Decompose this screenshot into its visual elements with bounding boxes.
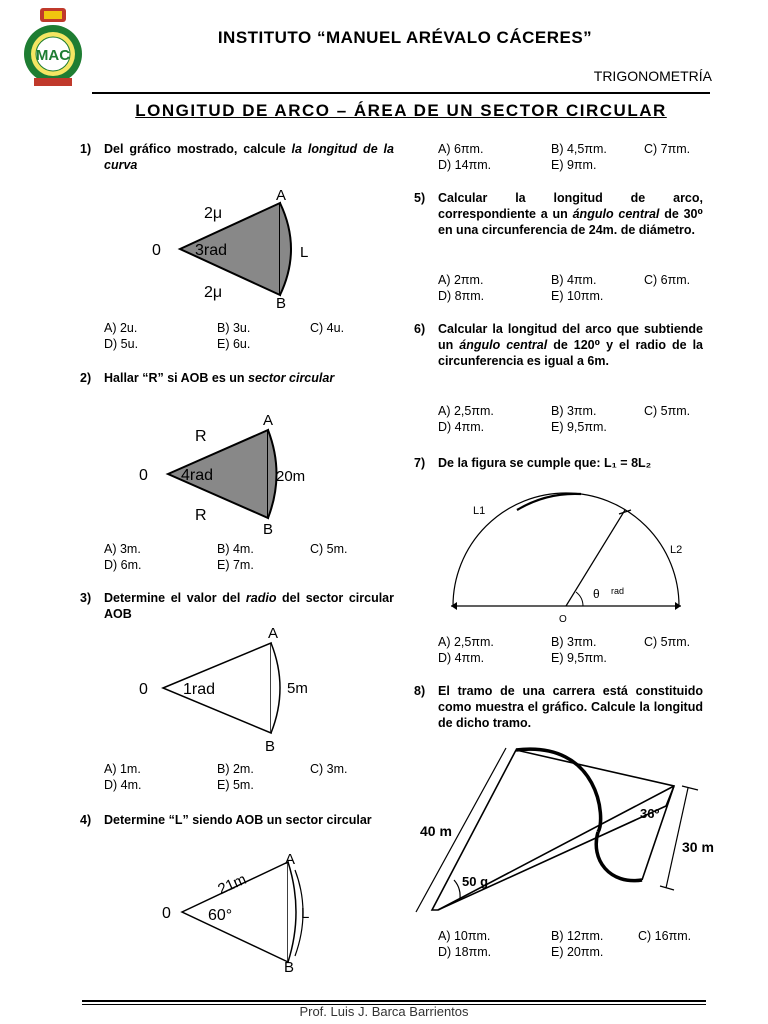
point-b-label: B — [284, 959, 295, 976]
figure-q7-semicircle — [435, 480, 705, 628]
point-a-label: A — [263, 412, 274, 429]
option-d[interactable]: D) 6m. — [104, 558, 142, 572]
radius-bottom-label: 2μ — [204, 284, 223, 301]
option-c[interactable]: C) 5πm. — [644, 404, 691, 418]
side-40m-label: 40 m — [420, 823, 452, 839]
option-b[interactable]: B) 2m. — [217, 762, 254, 776]
option-e[interactable]: E) 20πm. — [551, 945, 604, 959]
question-number: 7) — [414, 456, 426, 470]
angle-50g-label: 50 g — [462, 874, 489, 889]
arc-l1-label: L1 — [473, 505, 486, 517]
question-text: Determine el valor del — [104, 591, 246, 605]
question-text: Hallar “R” si AOB es un — [104, 371, 249, 385]
question-number: 3) — [80, 591, 92, 605]
angle-36-label: 36º — [640, 806, 660, 821]
options-q6 — [438, 403, 728, 435]
question-number: 2) — [80, 371, 92, 385]
header-divider — [92, 92, 710, 94]
options-q8 — [438, 928, 728, 960]
option-b[interactable]: B) 4m. — [217, 542, 254, 556]
option-a[interactable]: A) 2πm. — [438, 273, 484, 287]
question-text: Calcular la longitud del arco que subtiende un — [438, 322, 703, 352]
options-q4 — [438, 141, 728, 173]
angle-label: 1rad — [183, 681, 216, 698]
angle-label: 3rad — [195, 242, 228, 259]
question-text-italic: sector circular — [248, 371, 335, 385]
question-text: Del gráfico mostrado, calcule — [104, 142, 292, 156]
angle-label: 60° — [208, 907, 233, 924]
option-e[interactable]: E) 9,5πm. — [551, 651, 607, 665]
option-c[interactable]: C) 16πm. — [638, 929, 692, 943]
options-q2 — [104, 541, 394, 573]
option-a[interactable]: A) 10πm. — [438, 929, 491, 943]
question-text: Calcular la longitud de arco, correspondiente a un — [438, 191, 703, 221]
option-c[interactable]: C) 4u. — [310, 321, 345, 335]
point-b-label: B — [276, 295, 287, 310]
radius-label: 21m — [215, 870, 249, 899]
radius-top-label: 2μ — [204, 205, 223, 222]
option-b[interactable]: B) 3πm. — [551, 404, 597, 418]
options-q7 — [438, 634, 728, 666]
option-b[interactable]: B) 3u. — [217, 321, 251, 335]
option-a[interactable]: A) 3m. — [104, 542, 141, 556]
question-number: 6) — [414, 322, 426, 336]
question-6 — [414, 321, 703, 369]
option-a[interactable]: A) 2,5πm. — [438, 635, 494, 649]
options-q5 — [438, 272, 728, 304]
question-text-italic: la longitud de la curva — [104, 142, 394, 172]
question-text: De la figura se cumple que: L₁ = 8L₂ — [438, 456, 652, 470]
institute-name: INSTITUTO “MANUEL ARÉVALO CÁCERES” — [217, 28, 593, 47]
option-d[interactable]: D) 4m. — [104, 778, 142, 792]
radius-top-label: R — [195, 428, 207, 445]
arc-length-label: L — [301, 905, 310, 922]
arc-length-label: 5m — [287, 680, 308, 697]
point-a-label: A — [285, 851, 296, 868]
option-a[interactable]: A) 1m. — [104, 762, 141, 776]
option-c[interactable]: C) 5πm. — [644, 635, 691, 649]
question-1 — [80, 141, 394, 173]
vertex-o-label: 0 — [162, 905, 171, 922]
figure-q3-sector — [135, 623, 320, 755]
point-a-label: A — [276, 187, 287, 204]
question-8 — [414, 683, 703, 731]
question-number: 8) — [414, 684, 426, 698]
option-a[interactable]: A) 2,5πm. — [438, 404, 494, 418]
question-text-italic: ángulo central — [459, 338, 548, 352]
point-a-label: A — [268, 625, 279, 642]
question-number: 4) — [80, 813, 92, 827]
option-e[interactable]: E) 6u. — [217, 337, 251, 351]
option-e[interactable]: E) 7m. — [217, 558, 254, 572]
footer-author: Prof. Luis J. Barca Barrientos — [299, 1004, 469, 1019]
option-d[interactable]: D) 5u. — [104, 337, 139, 351]
arc-l2-label: L2 — [670, 544, 683, 556]
subject-label: TRIGONOMETRÍA — [593, 68, 712, 84]
question-text: de 30⁰ en una circunferencia de 24m. de diámetro. — [438, 207, 703, 237]
question-text: El tramo de una carrera está constituido como muestra el gráfico. Calcule la longitud de dicho tramo. — [438, 684, 703, 730]
option-e[interactable]: E) 10πm. — [551, 289, 604, 303]
option-b[interactable]: B) 3πm. — [551, 635, 597, 649]
arc-length-label: L — [300, 244, 309, 261]
figure-q4-sector — [158, 848, 323, 976]
option-a[interactable]: A) 6πm. — [438, 142, 484, 156]
option-e[interactable]: E) 5m. — [217, 778, 254, 792]
question-5 — [414, 190, 703, 238]
vertex-o-label: 0 — [152, 242, 161, 259]
option-b[interactable]: B) 4,5πm. — [551, 142, 607, 156]
question-number: 5) — [414, 191, 426, 205]
radius-bottom-label: R — [195, 507, 207, 524]
center-o-label: O — [559, 614, 567, 625]
option-a[interactable]: A) 2u. — [104, 321, 138, 335]
question-7 — [414, 455, 703, 471]
question-3 — [80, 590, 394, 622]
options-q3 — [104, 761, 394, 793]
option-c[interactable]: C) 5m. — [310, 542, 348, 556]
vertex-o-label: 0 — [139, 681, 148, 698]
side-30m-label: 30 m — [682, 839, 714, 855]
question-number: 1) — [80, 142, 92, 156]
option-c[interactable]: C) 7πm. — [644, 142, 691, 156]
figure-q1-sector — [148, 185, 318, 310]
page-title: LONGITUD DE ARCO – ÁREA DE UN SECTOR CIRCULAR — [135, 101, 667, 120]
footer-divider — [82, 1000, 706, 1002]
logo-text: MAC — [35, 47, 71, 64]
point-b-label: B — [265, 738, 276, 755]
option-c[interactable]: C) 6πm. — [644, 273, 691, 287]
angle-unit-label: rad — [611, 586, 625, 596]
option-c[interactable]: C) 3m. — [310, 762, 348, 776]
point-b-label: B — [263, 521, 274, 538]
option-d[interactable]: D) 4πm. — [438, 651, 485, 665]
question-text: del sector circular AOB — [104, 591, 394, 621]
question-text: de 120⁰ y el radio de la circunferencia es igual a 6m. — [438, 338, 703, 368]
option-d[interactable]: D) 8πm. — [438, 289, 485, 303]
question-text: Determine “L” siendo AOB un sector circular — [104, 813, 372, 827]
vertex-o-label: 0 — [139, 467, 148, 484]
option-d[interactable]: D) 14πm. — [438, 158, 492, 172]
figure-q8-race-track — [410, 740, 720, 920]
question-text-italic: radio — [245, 591, 277, 605]
option-e[interactable]: E) 9πm. — [551, 158, 597, 172]
option-d[interactable]: D) 18πm. — [438, 945, 492, 959]
school-logo — [22, 8, 84, 92]
option-d[interactable]: D) 4πm. — [438, 420, 485, 434]
options-q1 — [104, 320, 394, 352]
option-b[interactable]: B) 12πm. — [551, 929, 604, 943]
angle-label: 4rad — [181, 467, 214, 484]
figure-q2-sector — [135, 408, 320, 538]
question-4 — [80, 812, 394, 828]
option-e[interactable]: E) 9,5πm. — [551, 420, 607, 434]
angle-theta-label: θ — [593, 587, 600, 601]
question-2 — [80, 370, 394, 386]
question-text-italic: ángulo central — [572, 207, 660, 221]
arc-length-label: 20m — [276, 468, 306, 485]
option-b[interactable]: B) 4πm. — [551, 273, 597, 287]
